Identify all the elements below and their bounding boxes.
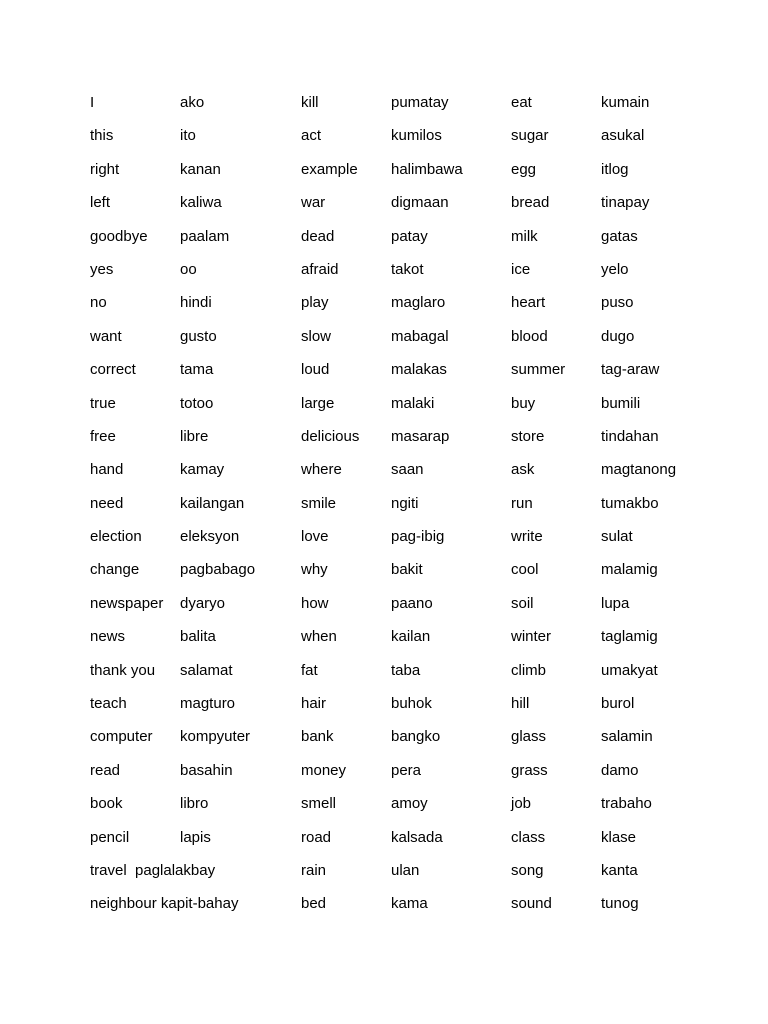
english-word-cell: right [90, 160, 120, 178]
english-word-cell: when [301, 628, 337, 646]
english-word-cell: grass [511, 761, 548, 779]
english-word-cell: winter [511, 628, 552, 646]
english-word-cell: want [90, 327, 122, 345]
english-word-cell: book [90, 795, 123, 813]
english-word-cell: loud [301, 361, 330, 379]
english-word-cell: hill [511, 695, 530, 713]
tagalog-word-cell: burol [601, 695, 635, 713]
tagalog-word-cell: paalam [180, 227, 230, 245]
tagalog-word-cell: kailan [391, 628, 431, 646]
tagalog-word-cell: yelo [601, 260, 629, 278]
tagalog-word-cell: totoo [180, 394, 214, 412]
tagalog-word-cell: kanta [601, 861, 638, 879]
table-row [90, 487, 710, 520]
tagalog-word-cell: kumain [601, 94, 650, 111]
tagalog-word-cell: itlog [601, 160, 629, 178]
tagalog-word-cell: ulan [391, 861, 420, 879]
table-row [90, 119, 710, 152]
tagalog-word-cell: kanan [180, 160, 221, 178]
tagalog-word-cell: masarap [391, 427, 450, 445]
tagalog-word-cell: buhok [391, 695, 432, 713]
tagalog-word-cell: dugo [601, 327, 635, 345]
table-row [90, 86, 710, 119]
tagalog-word-cell: libro [180, 795, 209, 813]
english-word-cell: milk [511, 227, 538, 245]
tagalog-word-cell: saan [391, 461, 424, 479]
english-word-cell: job [511, 795, 532, 813]
english-word-cell: hand [90, 461, 124, 479]
table-row [90, 453, 710, 486]
table-row [90, 754, 710, 787]
tagalog-word-cell: malakas [391, 361, 447, 379]
tagalog-word-cell: pagbabago [180, 561, 256, 579]
tagalog-word-cell: ako [180, 94, 205, 111]
tagalog-word-cell: dyaryo [180, 594, 226, 612]
english-word-cell: why [301, 561, 328, 579]
english-word-cell: sugar [511, 127, 549, 145]
english-word-cell: love [301, 528, 329, 546]
table-row [90, 620, 710, 653]
tagalog-word-cell: tindahan [601, 427, 659, 445]
english-word-cell: correct [90, 361, 136, 379]
english-word-cell: soil [511, 594, 534, 612]
english-word-cell: cool [511, 561, 539, 579]
english-word-cell: road [301, 828, 332, 846]
english-word-cell: ice [511, 260, 531, 278]
tagalog-word-cell: takot [391, 260, 424, 278]
tagalog-word-cell: malaki [391, 394, 435, 412]
tagalog-word-cell: magturo [180, 695, 236, 713]
table-row [90, 186, 710, 219]
tagalog-word-cell: patay [391, 227, 428, 245]
english-word-cell: smell [301, 795, 337, 813]
tagalog-word-cell: hindi [180, 294, 212, 312]
table-row [90, 253, 710, 286]
tagalog-word-cell: gatas [601, 227, 638, 245]
english-word-cell: fat [301, 661, 318, 679]
tagalog-word-cell: taglamig [601, 628, 658, 646]
english-word-cell: large [301, 394, 335, 412]
english-word-cell: bank [301, 728, 334, 746]
english-word-cell: no [90, 294, 107, 312]
table-row [90, 854, 710, 887]
english-word-cell: summer [511, 361, 566, 379]
english-word-cell: write [511, 528, 543, 546]
tagalog-word-cell: salamin [601, 728, 653, 746]
vocabulary-table [90, 86, 710, 921]
tagalog-word-cell: mabagal [391, 327, 449, 345]
table-row [90, 420, 710, 453]
tagalog-word-cell: kompyuter [180, 728, 251, 746]
table-row [90, 286, 710, 319]
tagalog-word-cell: taba [391, 661, 421, 679]
english-word-cell: this [90, 127, 114, 145]
table-row [90, 787, 710, 820]
english-word-cell: true [90, 394, 116, 412]
english-word-cell: goodbye [90, 227, 148, 245]
english-word-cell: dead [301, 227, 335, 245]
english-word-cell: run [511, 494, 533, 512]
table-row [90, 220, 710, 253]
english-word-cell: news [90, 628, 126, 646]
english-word-cell: act [301, 127, 322, 145]
table-row [90, 887, 710, 920]
table-row [90, 553, 710, 586]
table-row [90, 387, 710, 420]
tagalog-word-cell: kalsada [391, 828, 443, 846]
tagalog-word-cell: pumatay [391, 94, 449, 111]
english-word-cell: I [90, 94, 95, 111]
tagalog-word-cell: kamay [180, 461, 225, 479]
tagalog-word-cell: sulat [601, 528, 633, 546]
tagalog-word-cell: tama [180, 361, 214, 379]
tagalog-word-cell: puso [601, 294, 634, 312]
tagalog-word-cell: libre [180, 427, 209, 445]
english-word-cell: yes [90, 260, 114, 278]
english-word-cell: pencil [90, 828, 130, 846]
english-word-cell: blood [511, 327, 548, 345]
english-word-cell: need [90, 494, 124, 512]
english-word-cell: ask [511, 461, 535, 479]
tagalog-word-cell: trabaho [601, 795, 652, 813]
english-word-cell: smile [301, 494, 337, 512]
table-row [90, 654, 710, 687]
tagalog-word-cell: kama [391, 895, 428, 913]
english-word-cell: slow [301, 327, 332, 345]
table-row [90, 587, 710, 620]
english-word-cell: egg [511, 160, 537, 178]
tagalog-word-cell: kaliwa [180, 194, 222, 212]
tagalog-word-cell: halimbawa [391, 160, 463, 178]
tagalog-word-cell: basahin [180, 761, 233, 779]
english-word-cell: how [301, 594, 329, 612]
table-row [90, 153, 710, 186]
tagalog-word-cell: tag-araw [601, 361, 660, 379]
table-row [90, 720, 710, 753]
tagalog-word-cell: pera [391, 761, 422, 779]
tagalog-word-cell: klase [601, 828, 637, 846]
english-word-cell: delicious [301, 427, 360, 445]
english-word-cell: where [301, 461, 342, 479]
tagalog-word-cell: malamig [601, 561, 658, 579]
tagalog-word-cell: amoy [391, 795, 428, 813]
tagalog-word-cell: tumakbo [601, 494, 659, 512]
english-word-cell: thank you [90, 661, 156, 679]
english-word-cell: example [301, 160, 358, 178]
tagalog-word-cell: ito [180, 127, 196, 145]
tagalog-word-cell: kailangan [180, 494, 245, 512]
tagalog-word-cell: tunog [601, 895, 639, 913]
table-row [90, 320, 710, 353]
english-word-cell: election [90, 528, 142, 546]
tagalog-word-cell: ngiti [391, 494, 419, 512]
tagalog-word-cell: gusto [180, 327, 217, 345]
english-word-cell: eat [511, 94, 532, 111]
tagalog-word-cell: paano [391, 594, 433, 612]
english-word-cell: rain [301, 861, 327, 879]
english-word-cell: sound [511, 895, 552, 913]
table-row [90, 821, 710, 854]
tagalog-word-cell: eleksyon [180, 528, 240, 546]
tagalog-word-cell: umakyat [601, 661, 658, 679]
tagalog-word-cell: magtanong [601, 461, 677, 479]
english-word-cell: bread [511, 194, 550, 212]
tagalog-word-cell: asukal [601, 127, 645, 145]
tagalog-word-cell: kumilos [391, 127, 442, 145]
english-word-cell: store [511, 427, 545, 445]
english-word-cell: song [511, 861, 544, 879]
english-word-cell: class [511, 828, 546, 846]
table-row [90, 687, 710, 720]
tagalog-word-cell: bakit [391, 561, 423, 579]
table-row [90, 520, 710, 553]
tagalog-word-cell: maglaro [391, 294, 446, 312]
english-word-cell: newspaper [90, 594, 164, 612]
english-word-cell: read [90, 761, 121, 779]
english-word-cell: heart [511, 294, 546, 312]
english-word-cell: glass [511, 728, 547, 746]
tagalog-word-cell: tinapay [601, 194, 650, 212]
english-word-cell: bed [301, 895, 327, 913]
tagalog-word-cell: pag-ibig [391, 528, 445, 546]
english-word-cell: hair [301, 695, 327, 713]
tagalog-word-cell: oo [180, 260, 197, 278]
english-word-cell: play [301, 294, 329, 312]
tagalog-word-cell: lapis [180, 828, 211, 846]
tagalog-word-cell: salamat [180, 661, 233, 679]
tagalog-word-cell: lupa [601, 594, 630, 612]
english-word-cell: left [90, 194, 111, 212]
english-word-cell: afraid [301, 260, 339, 278]
tagalog-word-cell: digmaan [391, 194, 449, 212]
english-word-cell: buy [511, 394, 536, 412]
english-word-cell: kill [301, 94, 319, 111]
tagalog-word-cell: bumili [601, 394, 641, 412]
english-word-cell: war [301, 194, 326, 212]
english-word-cell: change [90, 561, 140, 579]
english-word-cell: climb [511, 661, 547, 679]
english-word-cell: travel paglalakbay [90, 861, 216, 879]
english-word-cell: teach [90, 695, 127, 713]
english-word-cell: free [90, 427, 116, 445]
tagalog-word-cell: bangko [391, 728, 441, 746]
english-word-cell: money [301, 761, 347, 779]
tagalog-word-cell: damo [601, 761, 639, 779]
table-row [90, 353, 710, 386]
english-word-cell: neighbour kapit-bahay [90, 895, 239, 913]
english-word-cell: computer [90, 728, 153, 746]
tagalog-word-cell: balita [180, 628, 216, 646]
